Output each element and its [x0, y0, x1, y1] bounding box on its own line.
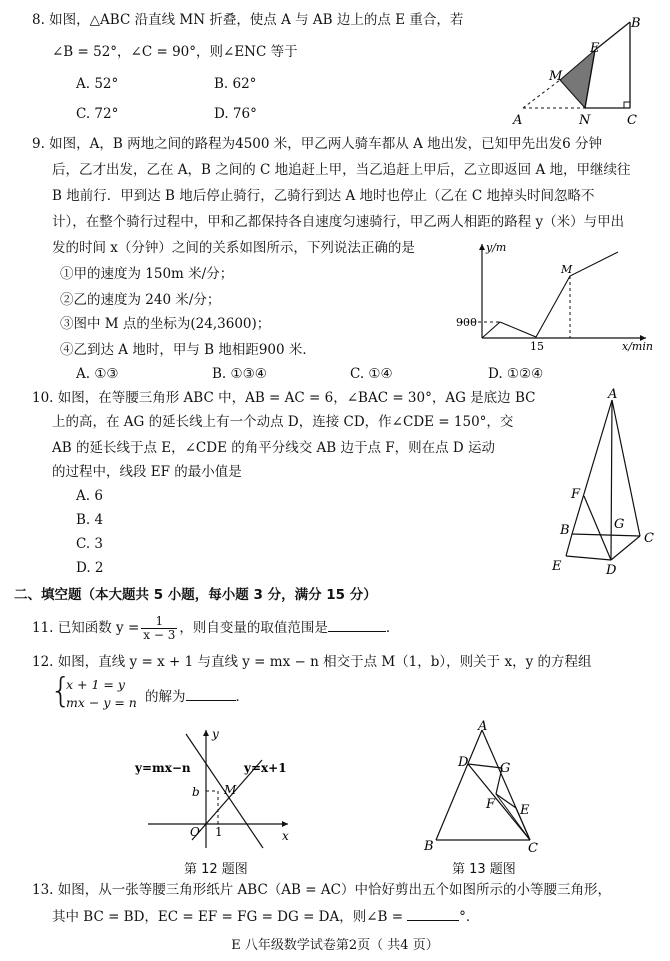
q9-statement-1: ①甲的速度为 150m 米/分； [60, 266, 234, 282]
section-2-title: 二、填空题（本大题共 5 小题，每小题 3 分，满分 15 分） [14, 587, 377, 603]
q11-answer-blank[interactable] [328, 617, 386, 632]
q8-option-a: A. 52° [76, 76, 119, 92]
q9-line3: B 地前行．甲到达 B 地后停止骑行，乙骑行到达 A 地时也停止（乙在 C 地掉头时间忽略不 [52, 188, 595, 204]
point-m-label: M [561, 263, 573, 276]
label-e: E [520, 803, 530, 818]
label-d: D [606, 563, 617, 578]
q8-option-d: D. 76° [214, 106, 257, 122]
q13-line2-text: 其中 BC = BD，EC = EF = FG = DG = DA，则∠B = [52, 909, 404, 925]
label-a: A [608, 387, 618, 402]
q11-fraction [141, 615, 177, 642]
q10-figure [544, 386, 664, 578]
q12-sys-eq1: x + 1 = y [66, 677, 125, 692]
q11-numerator: 1 [141, 615, 177, 629]
q13-answer-blank[interactable] [407, 906, 459, 921]
q13-figure [420, 720, 552, 854]
label-g: G [500, 761, 511, 776]
q9-option-c: C. ①④ [350, 366, 393, 382]
q13-end: °． [459, 909, 480, 925]
q10-option-d: D. 2 [76, 560, 104, 576]
label-c: C [627, 113, 637, 128]
tick-1-label: 1 [215, 825, 223, 839]
q10-option-a: A. 6 [76, 488, 103, 504]
label-e: E [590, 41, 600, 56]
q12-system-brace: { [50, 671, 72, 711]
distance-line [482, 252, 618, 338]
q13-line1: 13. 如图，从一张等腰三角形纸片 ABC（AB = AC）中恰好剪出五个如图所示的小等腰三角形， [32, 882, 611, 898]
tick-900: 900 [456, 316, 477, 329]
q12-tail [145, 686, 249, 707]
q9-option-d: D. ①②④ [488, 366, 544, 382]
q11 [32, 615, 399, 642]
q12-answer-blank[interactable] [186, 686, 236, 701]
origin-label: O [190, 825, 200, 839]
q10-line4: 的过程中，线段 EF 的最小值是 [52, 464, 242, 480]
q10-line1: 10. 如图，在等腰三角形 ABC 中，AB = AC = 6，∠BAC = 30°，AG 是底边 BC [32, 390, 536, 406]
q9-line5: 发的时间 x（分钟）之间的关系如图所示，下列说法正确的是 [52, 240, 415, 256]
q8-option-b: B. 62° [214, 76, 257, 92]
label-b: B [560, 523, 570, 538]
page-footer: E 八年级数学试卷第2页（ 共4 页） [231, 938, 439, 953]
q9-line1: 9. 如图，A，B 两地之间的路程为4500 米，甲乙两人骑车都从 A 地出发，已知甲先出发6 分钟 [32, 136, 602, 152]
q9-statement-3: ③图中 M 点的坐标为(24,3600)； [60, 316, 271, 332]
q10-option-b: B. 4 [76, 512, 104, 528]
q9-statement-4: ④乙到达 A 地时，甲与 B 地相距900 米． [60, 342, 316, 358]
q9-graph [450, 238, 662, 356]
q11-suffix: ，则自变量的取值范围是 [179, 620, 328, 636]
q9-option-a: A. ①③ [76, 366, 119, 382]
q9-option-b: B. ①③④ [212, 366, 267, 382]
m-label: M [224, 783, 237, 797]
label-e: E [552, 559, 562, 574]
q10-option-c: C. 3 [76, 536, 104, 552]
q8-figure [505, 12, 655, 132]
label-d: D [458, 755, 469, 770]
label-c: C [644, 531, 654, 546]
q12-caption: 第 12 题图 [184, 862, 248, 877]
label-b: B [631, 16, 641, 31]
q12-graph [128, 724, 298, 852]
q11-end: ． [385, 620, 400, 636]
q12-tail-text: 的解为 [145, 689, 186, 705]
label-g: G [614, 517, 625, 532]
q10-line3: AB 的延长线于点 E，∠CDE 的角平分线交 AB 边于点 F，则在点 D 运动 [52, 440, 496, 456]
line-mx-n-label: y=mx−n [135, 761, 191, 775]
label-f: F [486, 797, 496, 812]
axis-y-label: y [212, 727, 219, 741]
q9-line2: 后，乙才出发，乙在 A，B 之间的 C 地追赶上甲，当乙追赶上甲后，乙立即返回 A 地，甲继续往 [52, 162, 631, 178]
q8-option-c: C. 72° [76, 106, 119, 122]
axis-x-label: x [282, 829, 289, 843]
q12-end: ． [235, 689, 249, 705]
y-axis-label: y/m [486, 241, 507, 254]
q8-line2: ∠B = 52°，∠C = 90°，则∠ENC 等于 [52, 44, 298, 60]
q10-line2: 上的高，在 AG 的延长线上有一个动点 D，连接 CD，作∠CDE = 150°，交 [52, 414, 514, 430]
q13-line2 [52, 906, 479, 927]
q12-sys-eq2: mx − y = n [66, 695, 137, 710]
label-f: F [571, 487, 581, 502]
label-n: N [579, 113, 591, 128]
label-a: A [478, 720, 488, 734]
label-b: B [424, 839, 434, 854]
label-c: C [528, 841, 538, 854]
x-axis-label: x/min [622, 340, 653, 353]
q11-prefix: 11. 已知函数 y = [32, 620, 140, 636]
line-x1-label: y=x+1 [244, 761, 287, 775]
label-m: M [549, 69, 563, 84]
q9-statement-2: ②乙的速度为 240 米/分； [60, 292, 221, 308]
label-a: A [513, 113, 523, 128]
tick-15: 15 [530, 340, 544, 353]
b-label: b [192, 785, 200, 799]
q8-line1: 8. 如图，△ABC 沿直线 MN 折叠，使点 A 与 AB 边上的点 E 重合，若 [32, 12, 464, 28]
q9-line4: 计），在整个骑行过程中，甲和乙都保持各自速度匀速骑行，甲乙两人相距的路程 y（米）与甲出 [52, 214, 625, 230]
q12-line1: 12. 如图，直线 y = x + 1 与直线 y = mx − n 相交于点 M（1，b），则关于 x，y 的方程组 [32, 654, 592, 670]
q11-denominator: x − 3 [143, 628, 176, 642]
q13-caption: 第 13 题图 [452, 862, 516, 877]
